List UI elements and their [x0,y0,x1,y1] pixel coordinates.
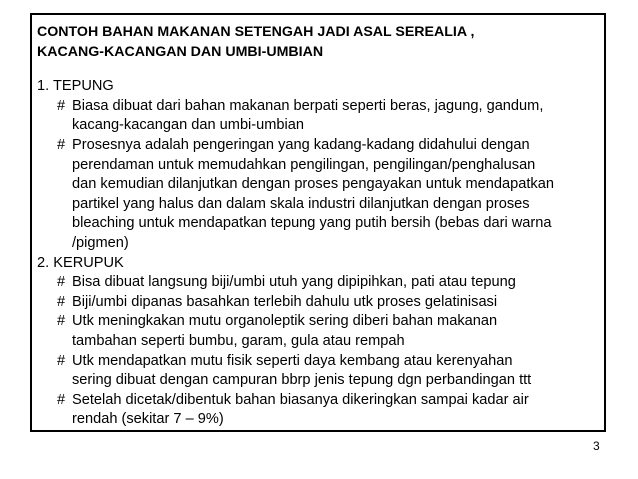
title-line: KACANG-KACANGAN DAN UMBI-UMBIAN [37,43,324,60]
bullet-line: rendah (sekitar 7 – 9%) [72,411,224,428]
page-number: 3 [593,439,600,453]
bullet-line: Utk mendapatkan mutu fisik seperti daya kembang atau kerenyahan [72,352,513,369]
bullet-line: partikel yang halus dan dalam skala industri dilanjutkan dengan proses [72,195,530,212]
bullet-line: Biji/umbi dipanas basahkan terlebih dahulu utk proses gelatinisasi [72,293,498,310]
bullet-item [37,293,603,313]
bullet-line: dan kemudian dilanjutkan dengan proses pengayakan untuk mendapatkan [72,176,554,193]
bullet-line: /pigmen) [72,234,129,251]
hash-bullet-icon: # [57,274,66,291]
title-line: CONTOH BAHAN MAKANAN SETENGAH JADI ASAL SEREALIA , [37,24,475,40]
hash-bullet-icon: # [57,293,66,310]
bullet-line: Utk meningkakan mutu organoleptik sering diberi bahan makanan [72,313,498,330]
spacer [37,62,603,77]
bullet-item [37,97,603,136]
hash-bullet-icon: # [57,391,66,408]
bullet-item [37,312,603,351]
bullet-line: perendaman untuk memudahkan pengilingan, pengilingan/penghalusan [72,156,536,173]
section-heading-kerupuk: 2. KERUPUK [37,254,124,271]
bullet-text [72,391,603,430]
bullet-line: kacang-kacangan dan umbi-umbian [72,117,305,134]
hash-bullet-icon: # [57,313,66,330]
bullet-text [72,293,603,313]
bullet-line: tambahan seperti bumbu, garam, gula atau rempah [72,332,405,349]
bullet-text [72,312,603,351]
bullet-text [72,273,603,293]
hash-bullet-icon: # [57,136,66,153]
bullet-text [72,97,603,136]
bullet-item [37,352,603,391]
bullet-item [37,136,603,254]
hash-bullet-icon: # [57,352,66,369]
bullet-text [72,136,603,254]
bullet-line: sering dibuat dengan campuran bbrp jenis tepung dgn perbandingan ttt [72,372,532,389]
hash-bullet-icon: # [57,97,66,114]
bullet-line: Prosesnya adalah pengeringan yang kadang-kadang didahului dengan [72,136,530,153]
slide-title [37,23,603,62]
slide-content [37,23,603,430]
bullet-item [37,273,603,293]
bullet-line: bleaching untuk mendapatkan tepung yang putih bersih (bebas dari warna [72,215,552,232]
section-heading-tepung: 1. TEPUNG [37,78,114,95]
bullet-text [72,352,603,391]
bullet-item [37,391,603,430]
bullet-line: Setelah dicetak/dibentuk bahan biasanya dikeringkan sampai kadar air [72,391,529,408]
bullet-line: Biasa dibuat dari bahan makanan berpati seperti beras, jagung, gandum, [72,97,544,114]
bullet-line: Bisa dibuat langsung biji/umbi utuh yang dipipihkan, pati atau tepung [72,274,516,291]
